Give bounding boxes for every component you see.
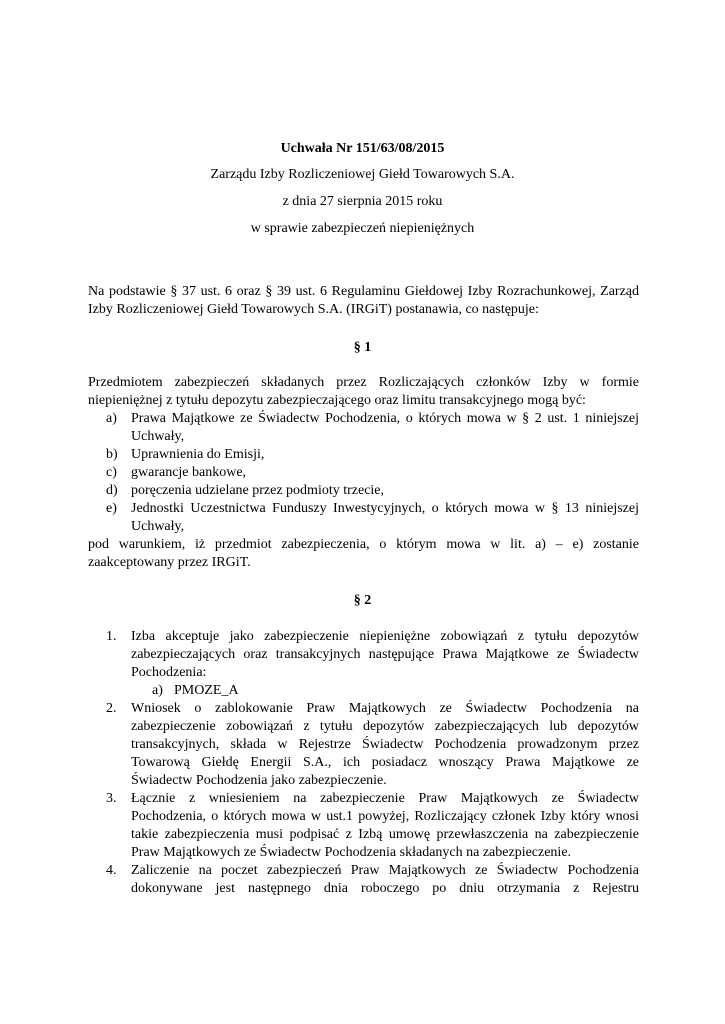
list-marker-a: a) (106, 411, 117, 426)
list-item-e-line-2: Uchwały, (131, 519, 185, 534)
point-4-marker: 4. (106, 863, 117, 878)
list-item-d: poręczenia udzielane przez podmioty trzecie, (131, 483, 385, 498)
section-1-heading: § 1 (353, 340, 372, 355)
preamble-line-2: Izby Rozliczeniowej Giełd Towarowych S.A. (IRGiT) postanawia, co następuje: (88, 302, 539, 317)
preamble-line-1: Na podstawie § 37 ust. 6 oraz § 39 ust. 6 Regulaminu Giełdowej Izby Rozrachunkowej, Zarząd (88, 284, 639, 299)
list-marker-d: d) (106, 483, 118, 498)
list-marker-e: e) (106, 501, 117, 516)
list-item-a-line-2: Uchwały, (131, 429, 185, 444)
resolution-title: Uchwała Nr 151/63/08/2015 (280, 141, 445, 156)
point-2-line-5: Świadectw Pochodzenia jako zabezpieczenie. (131, 773, 387, 788)
point-4-line-2: dokonywane jest następnego dnia roboczego po dniu otrzymania z Rejestru (131, 881, 639, 896)
resolution-date: z dnia 27 sierpnia 2015 roku (282, 194, 443, 209)
point-2-line-1: Wniosek o zablokowanie Praw Majątkowych ze Świadectw Pochodzenia na (131, 701, 639, 716)
section-1-closing-line-2: zaakceptowany przez IRGiT. (88, 555, 251, 570)
point-1-line-3: Pochodzenia: (131, 665, 207, 680)
list-marker-b: b) (106, 447, 118, 462)
list-item-a-line-1: Prawa Majątkowe ze Świadectw Pochodzenia, o których mowa w § 2 ust. 1 niniejszej (131, 411, 639, 426)
point-3-line-1: Łącznie z wniesieniem na zabezpieczenie Praw Majątkowych ze Świadectw (131, 791, 639, 806)
section-1-intro-line-2: niepieniężnej z tytułu depozytu zabezpieczającego oraz limitu transakcyjnego mogą być: (88, 393, 586, 408)
point-1-line-1: Izba akceptuje jako zabezpieczenie niepieniężne zobowiązań z tytułu depozytów (131, 629, 639, 644)
point-3-line-2: Pochodzenia, o których mowa w ust.1 powyżej, Rozliczający członek Izby który wnosi (131, 809, 639, 824)
point-2-marker: 2. (106, 701, 117, 716)
section-2-heading: § 2 (353, 593, 372, 608)
point-2-line-3: transakcyjnych, składa w Rejestrze Świadectw Pochodzenia prowadzonym przez (131, 737, 639, 752)
list-item-e-line-1: Jednostki Uczestnictwa Funduszy Inwestycyjnych, o których mowa w § 13 niniejszej (131, 501, 639, 516)
point-1-marker: 1. (106, 629, 117, 644)
point-1-sub-item: PMOZE_A (174, 683, 239, 698)
section-1-closing-line-1: pod warunkiem, iż przedmiot zabezpieczenia, o którym mowa w lit. a) – e) zostanie (88, 537, 639, 552)
section-1-intro-line-1: Przedmiotem zabezpieczeń składanych przez Rozliczających członków Izby w formie (88, 375, 639, 390)
point-1-sub-marker: a) (152, 683, 163, 698)
point-3-marker: 3. (106, 791, 117, 806)
resolution-subject: w sprawie zabezpieczeń niepieniężnych (250, 221, 475, 236)
list-item-b: Uprawnienia do Emisji, (131, 447, 265, 462)
point-3-line-4: Praw Majątkowych ze Świadectw Pochodzenia składanych na zabezpieczenie. (131, 845, 572, 860)
point-2-line-2: zabezpieczenie zobowiązań z tytułu depozytów zabezpieczających lub depozytów (131, 719, 639, 734)
list-item-c: gwarancje bankowe, (131, 465, 247, 480)
point-4-line-1: Zaliczenie na poczet zabezpieczeń Praw Majątkowych ze Świadectw Pochodzenia (131, 863, 639, 878)
resolution-issuer: Zarządu Izby Rozliczeniowej Giełd Towarowych S.A. (210, 167, 515, 182)
point-1-line-2: zabezpieczających oraz transakcyjnych następujące Prawa Majątkowe ze Świadectw (131, 647, 639, 662)
point-2-line-4: Towarową Giełdę Energii S.A., ich posiadacz wnoszący Prawa Majątkowe ze (131, 755, 639, 770)
point-3-line-3: takie zabezpieczenia musi podpisać z Izbą umowę przewłaszczenia na zabezpieczenie (131, 827, 639, 842)
list-marker-c: c) (106, 465, 117, 480)
